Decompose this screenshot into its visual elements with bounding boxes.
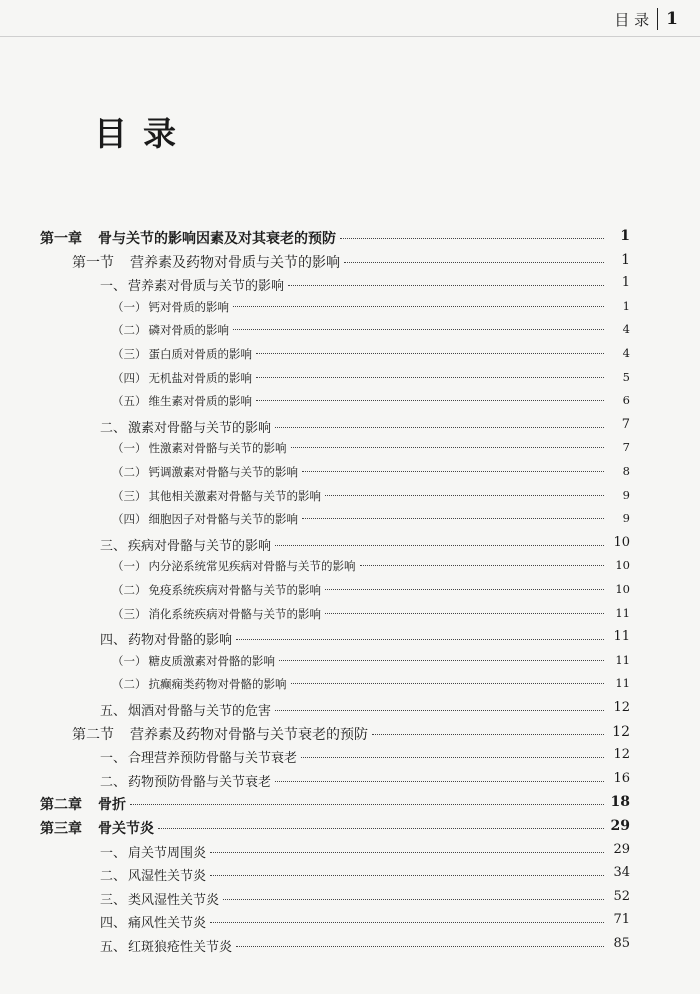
toc-entry-text: 骨与关节的影响因素及对其衰老的预防	[98, 231, 336, 247]
toc-entry-label: 第二节	[72, 726, 114, 743]
toc-entry-title	[112, 488, 321, 504]
toc-entry-title	[112, 370, 252, 386]
toc-page-number: 11	[615, 676, 630, 691]
dot-leader	[288, 285, 604, 286]
toc-entry-text: 蛋白质对骨质的影响	[148, 347, 252, 361]
toc-entry[interactable]	[0, 653, 700, 669]
toc-entry-title	[112, 440, 287, 456]
toc-entry[interactable]	[0, 370, 700, 386]
toc-entry[interactable]	[0, 417, 700, 436]
toc-entry[interactable]	[0, 346, 700, 362]
dot-leader	[275, 427, 604, 428]
toc-page-number: 11	[613, 629, 630, 645]
toc-entry-title	[112, 346, 252, 362]
toc-entry[interactable]	[0, 771, 700, 790]
dot-leader	[210, 875, 604, 876]
toc-entry[interactable]	[0, 558, 700, 574]
toc-entry-title	[100, 771, 271, 790]
toc-page-number: 7	[622, 440, 630, 455]
toc-entry-text: 疾病对骨骼与关节的影响	[128, 538, 272, 554]
dot-leader	[325, 589, 604, 590]
toc-entry-title	[72, 252, 340, 272]
dot-leader	[301, 757, 604, 758]
toc-page-number: 29	[610, 818, 630, 834]
toc-entry[interactable]	[0, 676, 700, 692]
dot-leader	[210, 852, 604, 853]
dot-leader	[233, 306, 604, 307]
toc-page-number: 29	[613, 841, 630, 857]
toc-entry-title	[100, 912, 206, 931]
toc-entry-title	[100, 889, 219, 908]
header-page-number: 1	[666, 9, 678, 29]
toc-page-number: 85	[613, 936, 630, 951]
dot-leader	[256, 353, 604, 354]
toc-entry-text: 药物对骨骼的影响	[128, 633, 233, 649]
toc-entry-label: （三）	[112, 606, 147, 621]
toc-entry-label: （四）	[112, 512, 147, 527]
toc-entry-title	[112, 653, 275, 669]
toc-entry-title	[100, 700, 271, 719]
toc-entry-text: 其他相关激素对骨骼与关节的影响	[148, 488, 321, 503]
toc-entry-text: 钙对骨质的影响	[148, 299, 229, 314]
dot-leader	[210, 922, 604, 923]
dot-leader	[372, 734, 604, 735]
toc-entry[interactable]	[0, 322, 700, 338]
dot-leader	[233, 329, 604, 330]
toc-entry-label: （一）	[112, 559, 147, 574]
toc-entry[interactable]	[0, 842, 700, 861]
toc-entry-text: 营养素及药物对骨质与关节的影响	[130, 254, 340, 271]
dot-leader	[130, 804, 604, 805]
toc-entry-title	[100, 865, 206, 884]
toc-entry[interactable]	[0, 275, 700, 294]
toc-entry-text: 风湿性关节炎	[128, 869, 207, 885]
header-rule	[0, 36, 700, 37]
toc-entry[interactable]	[0, 794, 700, 814]
toc-page-number: 12	[613, 747, 630, 763]
toc-entry-text: 骨折	[98, 797, 126, 814]
toc-entry-text: 维生素对骨质的影响	[148, 394, 252, 409]
toc-page-number: 18	[610, 794, 630, 811]
toc-entry[interactable]	[0, 488, 700, 504]
toc-entry-label: 一、	[100, 751, 127, 767]
toc-page-number: 7	[621, 416, 630, 432]
header-divider	[657, 8, 658, 30]
toc-entry[interactable]	[0, 629, 700, 648]
toc-page-number: 11	[615, 605, 630, 620]
toc-entry-label: （一）	[112, 441, 147, 456]
toc-entry-label: 一、	[100, 845, 127, 861]
toc-page-number: 4	[622, 346, 630, 360]
toc-page-number: 52	[613, 888, 630, 904]
toc-entry[interactable]	[0, 606, 700, 622]
toc-entry[interactable]	[0, 912, 700, 931]
toc-entry-text: 肩关节周围炎	[128, 845, 207, 861]
toc-entry-title	[100, 535, 271, 554]
dot-leader	[158, 828, 604, 829]
toc-entry-text: 营养素对骨质与关节的影响	[128, 279, 285, 295]
toc-entry-label: 第二章	[40, 797, 82, 814]
toc-entry-label: 二、	[100, 420, 127, 436]
toc-entry-text: 激素对骨骼与关节的影响	[128, 420, 272, 436]
toc-page-number: 1	[620, 228, 630, 244]
toc-entry-text: 内分泌系统常见疾病对骨骼与关节的影响	[148, 559, 356, 574]
dot-leader	[291, 447, 605, 448]
toc-entry-title	[100, 747, 297, 766]
toc-entry-label: （三）	[112, 347, 147, 361]
toc-page-number: 11	[615, 652, 630, 667]
dot-leader	[275, 781, 604, 782]
toc-entry-label: （三）	[112, 488, 147, 503]
toc-entry-label: 五、	[100, 704, 127, 719]
toc-entry[interactable]	[0, 865, 700, 884]
toc-entry-label: 第一节	[72, 254, 114, 271]
toc-page-number: 34	[613, 865, 630, 881]
toc-entry-text: 抗癫痫类药物对骨骼的影响	[148, 677, 287, 692]
toc-entry-label: 一、	[100, 279, 127, 295]
toc-entry-text: 磷对骨质的影响	[148, 323, 229, 338]
toc-entry[interactable]	[0, 582, 700, 598]
dot-leader	[325, 495, 604, 496]
toc-entry-label: （二）	[112, 323, 147, 338]
toc-page-number: 9	[622, 487, 630, 502]
toc-entry-label: 第三章	[40, 821, 82, 837]
toc-entry-text: 合理营养预防骨骼与关节衰老	[128, 751, 298, 767]
dot-leader	[340, 238, 604, 239]
dot-leader	[236, 946, 604, 947]
toc-entry-text: 痛风性关节炎	[128, 916, 207, 932]
toc-entry-label: 五、	[100, 940, 127, 955]
toc-entry-title	[40, 228, 336, 248]
toc-entry[interactable]	[0, 889, 700, 908]
toc-entry-label: 三、	[100, 538, 127, 554]
toc-entry[interactable]	[0, 299, 700, 315]
toc-entry-label: （一）	[112, 299, 147, 314]
dot-leader	[360, 565, 605, 566]
dot-leader	[223, 899, 604, 900]
toc-entry-label: 第一章	[40, 231, 82, 247]
toc-entry-title	[112, 393, 252, 409]
toc-entry-title	[72, 724, 368, 744]
dot-leader	[302, 518, 604, 519]
toc-page-number: 5	[622, 369, 630, 384]
toc-page-number: 12	[612, 723, 630, 740]
toc-entry[interactable]	[0, 440, 700, 456]
toc-entry-title	[112, 582, 321, 598]
toc-page-number: 16	[613, 770, 630, 786]
toc-entry-title	[40, 794, 126, 814]
toc-entry-text: 药物预防骨骼与关节衰老	[128, 774, 272, 790]
toc-entry-label: 四、	[100, 633, 127, 649]
header-section-label: 目 录	[614, 10, 650, 29]
toc-entry-label: （二）	[112, 583, 147, 597]
toc-entry-title	[100, 275, 284, 294]
toc-entry-title	[112, 676, 287, 692]
running-header	[614, 8, 678, 30]
toc-entry-title	[112, 606, 321, 622]
toc-entry-label: （二）	[112, 677, 147, 692]
toc-page-number: 10	[613, 534, 630, 550]
toc-entry-title	[112, 464, 298, 480]
toc-entry-label: 三、	[100, 892, 127, 908]
dot-leader	[275, 710, 604, 711]
toc-entry[interactable]	[0, 464, 700, 480]
dot-leader	[291, 683, 605, 684]
toc-entry-text: 营养素及药物对骨骼与关节衰老的预防	[130, 726, 368, 743]
dot-leader	[325, 613, 604, 614]
toc-entry-text: 类风湿性关节炎	[128, 892, 220, 908]
toc-entry-label: （二）	[112, 465, 147, 479]
toc-page-number: 9	[622, 511, 630, 526]
toc-entry-title	[40, 818, 154, 838]
page-title: 目录	[94, 114, 192, 153]
toc-entry[interactable]	[0, 228, 700, 248]
toc-page-number: 8	[622, 464, 630, 478]
toc-entry-label: （五）	[112, 394, 147, 409]
toc-entry-text: 无机盐对骨质的影响	[148, 370, 252, 385]
toc-entry[interactable]	[0, 818, 700, 838]
dot-leader	[256, 377, 604, 378]
toc-entry-text: 烟酒对骨骼与关节的危害	[128, 704, 272, 719]
toc-page-number: 6	[622, 393, 630, 408]
toc-entry-text: 消化系统疾病对骨骼与关节的影响	[148, 606, 321, 621]
toc-entry-text: 细胞因子对骨骼与关节的影响	[148, 512, 298, 527]
dot-leader	[302, 471, 604, 472]
dot-leader	[236, 639, 604, 640]
toc-entry[interactable]	[0, 936, 700, 955]
toc-entry-title	[100, 936, 232, 955]
toc-page-number: 4	[622, 322, 630, 337]
toc-entry-label: 二、	[100, 774, 127, 790]
toc-page-number: 1	[621, 251, 630, 268]
toc-entry-title	[112, 299, 229, 315]
toc-entry-text: 红斑狼疮性关节炎	[128, 940, 233, 955]
toc-entry-title	[100, 629, 232, 648]
dot-leader	[275, 545, 604, 546]
dot-leader	[279, 660, 604, 661]
toc-entry[interactable]	[0, 747, 700, 766]
toc-entry[interactable]	[0, 535, 700, 554]
toc-entry[interactable]	[0, 724, 700, 744]
toc-page-number: 10	[615, 558, 630, 573]
dot-leader	[344, 262, 604, 263]
toc-page-number: 12	[613, 700, 630, 715]
toc-page-number: 1	[621, 275, 630, 291]
toc-entry[interactable]	[0, 700, 700, 719]
toc-entry-title	[112, 322, 229, 338]
toc-entry-text: 骨关节炎	[98, 821, 154, 837]
toc-entry-text: 糖皮质激素对骨骼的影响	[148, 653, 275, 668]
toc-entry-label: （一）	[112, 653, 147, 668]
toc-page-number: 1	[622, 298, 630, 313]
toc-page-number: 71	[613, 912, 630, 928]
toc-entry[interactable]	[0, 511, 700, 527]
toc-entry-title	[100, 417, 271, 436]
toc-entry[interactable]	[0, 252, 700, 272]
toc-entry-title	[100, 842, 206, 861]
toc-page-number: 10	[615, 582, 630, 596]
toc-entry-text: 钙调激素对骨骼与关节的影响	[148, 465, 298, 479]
toc-entry[interactable]	[0, 393, 700, 409]
toc-entry-title	[112, 511, 298, 527]
toc-entry-label: （四）	[112, 370, 147, 385]
toc-entry-text: 性激素对骨骼与关节的影响	[148, 441, 287, 456]
toc-entry-title	[112, 558, 356, 574]
toc-entry-label: 四、	[100, 916, 127, 932]
toc-entry-label: 二、	[100, 869, 127, 885]
dot-leader	[256, 400, 604, 401]
toc-entry-text: 免疫系统疾病对骨骼与关节的影响	[148, 583, 321, 597]
